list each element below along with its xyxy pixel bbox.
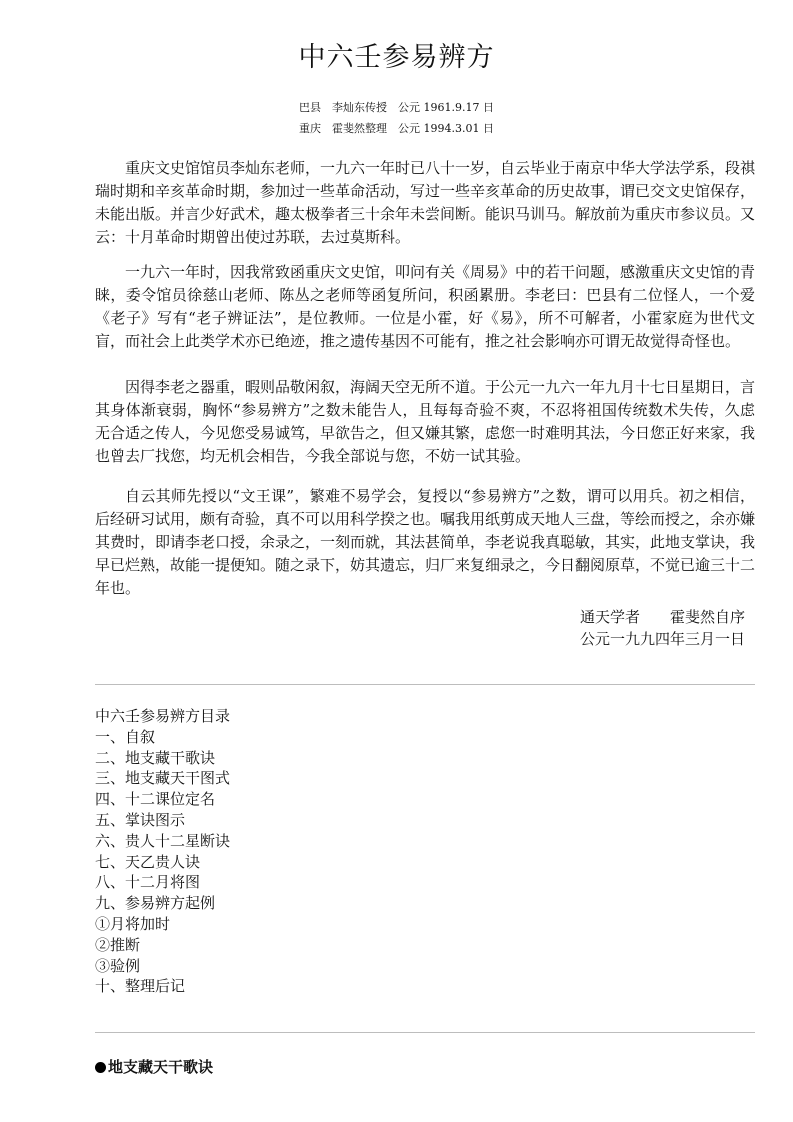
toc-item: 九、参易辨方起例 — [95, 894, 216, 913]
toc-item: 五、掌诀图示 — [95, 810, 186, 829]
toc-item: 七、天乙贵人诀 — [95, 852, 201, 871]
toc-item: 十、整理后记 — [95, 977, 186, 996]
signature-date: 公元一九九四年三月一日 — [580, 630, 746, 648]
toc-item: 一、自叙 — [95, 727, 156, 746]
table-of-contents — [95, 706, 495, 997]
document-title: 中六壬参易辨方 — [298, 42, 495, 73]
paragraph-3: 因得李老之器重，暇则品敬闲叙，海阔天空无所不道。于公元一九六一年九月十七日星期日，言其身体渐衰弱，胸怀“参易辨方”之数未能告人，且每每奇验不爽，不忍将祖国传统数术失传，久虑无合适之传人，今见您受易诚笃，早欲告之，但又嫌其繁，虑您一时难明其法，今日您正好来家，我也曾去厂找您，均无机会相告，今我全部说与您，不妨一试其验。 — [95, 378, 756, 465]
toc-item: ②推断 — [95, 935, 141, 954]
toc-item: 三、地支藏天干图式 — [95, 769, 231, 788]
paragraph-4: 自云其师先授以“文王课”，繁难不易学会，复授以“参易辨方”之数，谓可以用兵。初之相信，后经研习试用，颇有奇验，真不可以用科学揆之也。嘱我用纸剪成天地人三盘，等绘而授之，余亦嫌其费时，即请李老口授，余录之，一刻而就，其法甚简单，李老说我真聪敏，其实，此地支掌诀，我早已烂熟，故能一提便知。随之录下，妨其遗忘，归厂来复细录之，今日翻阅原草，不觉已逾三十二年也。 — [95, 487, 756, 597]
author-line-2: 重庆 霍斐然整理 公元 1994.3.01 日 — [299, 122, 494, 135]
author-line-1: 巴县 李灿东传授 公元 1961.9.17 日 — [299, 101, 494, 114]
divider — [95, 1032, 755, 1033]
toc-heading: 中六壬参易辨方目录 — [95, 707, 231, 725]
signature-author: 通天学者 霍斐然自序 — [580, 608, 746, 626]
paragraph-2: 一九六一年时，因我常致函重庆文史馆，叩问有关《周易》中的若干问题，感激重庆文史馆的青睐，委令馆员徐慈山老师、陈丛之老师等函复所问，积函累册。李老曰：巴县有二位怪人，一个爱《老子》写有“老子辨证法”，是位教师。一位是小霍，好《易》，所不可解者，小霍家庭为世代文盲，而社会上此类学术亦已绝迹，推之遗传基因不可能有，推之社会影响亦可谓无故觉得奇怪也。 — [95, 263, 756, 350]
divider — [95, 684, 755, 685]
toc-item: 六、贵人十二星断诀 — [95, 831, 231, 850]
toc-item: 四、十二课位定名 — [95, 790, 216, 809]
paragraph-1: 重庆文史馆馆员李灿东老师，一九六一年时已八十一岁，自云毕业于南京中华大学法学系，段祺瑞时期和辛亥革命时期，参加过一些革命活动，写过一些辛亥革命的历史故事，谓已交文史馆保存，未能出版。并言少好武术，趣太极拳者三十余年未尝间断。能识马训马。解放前为重庆市参议员。又云：十月革命时期曾出使过苏联，去过莫斯科。 — [95, 159, 756, 246]
toc-item: ①月将加时 — [95, 914, 171, 933]
toc-item: ③验例 — [95, 956, 141, 975]
toc-item: 八、十二月将图 — [95, 873, 201, 892]
section-heading — [95, 1056, 213, 1078]
section-heading-text: 地支藏天干歌诀 — [108, 1058, 214, 1076]
toc-item: 二、地支藏干歌诀 — [95, 748, 216, 767]
bullet-icon — [95, 1062, 106, 1073]
